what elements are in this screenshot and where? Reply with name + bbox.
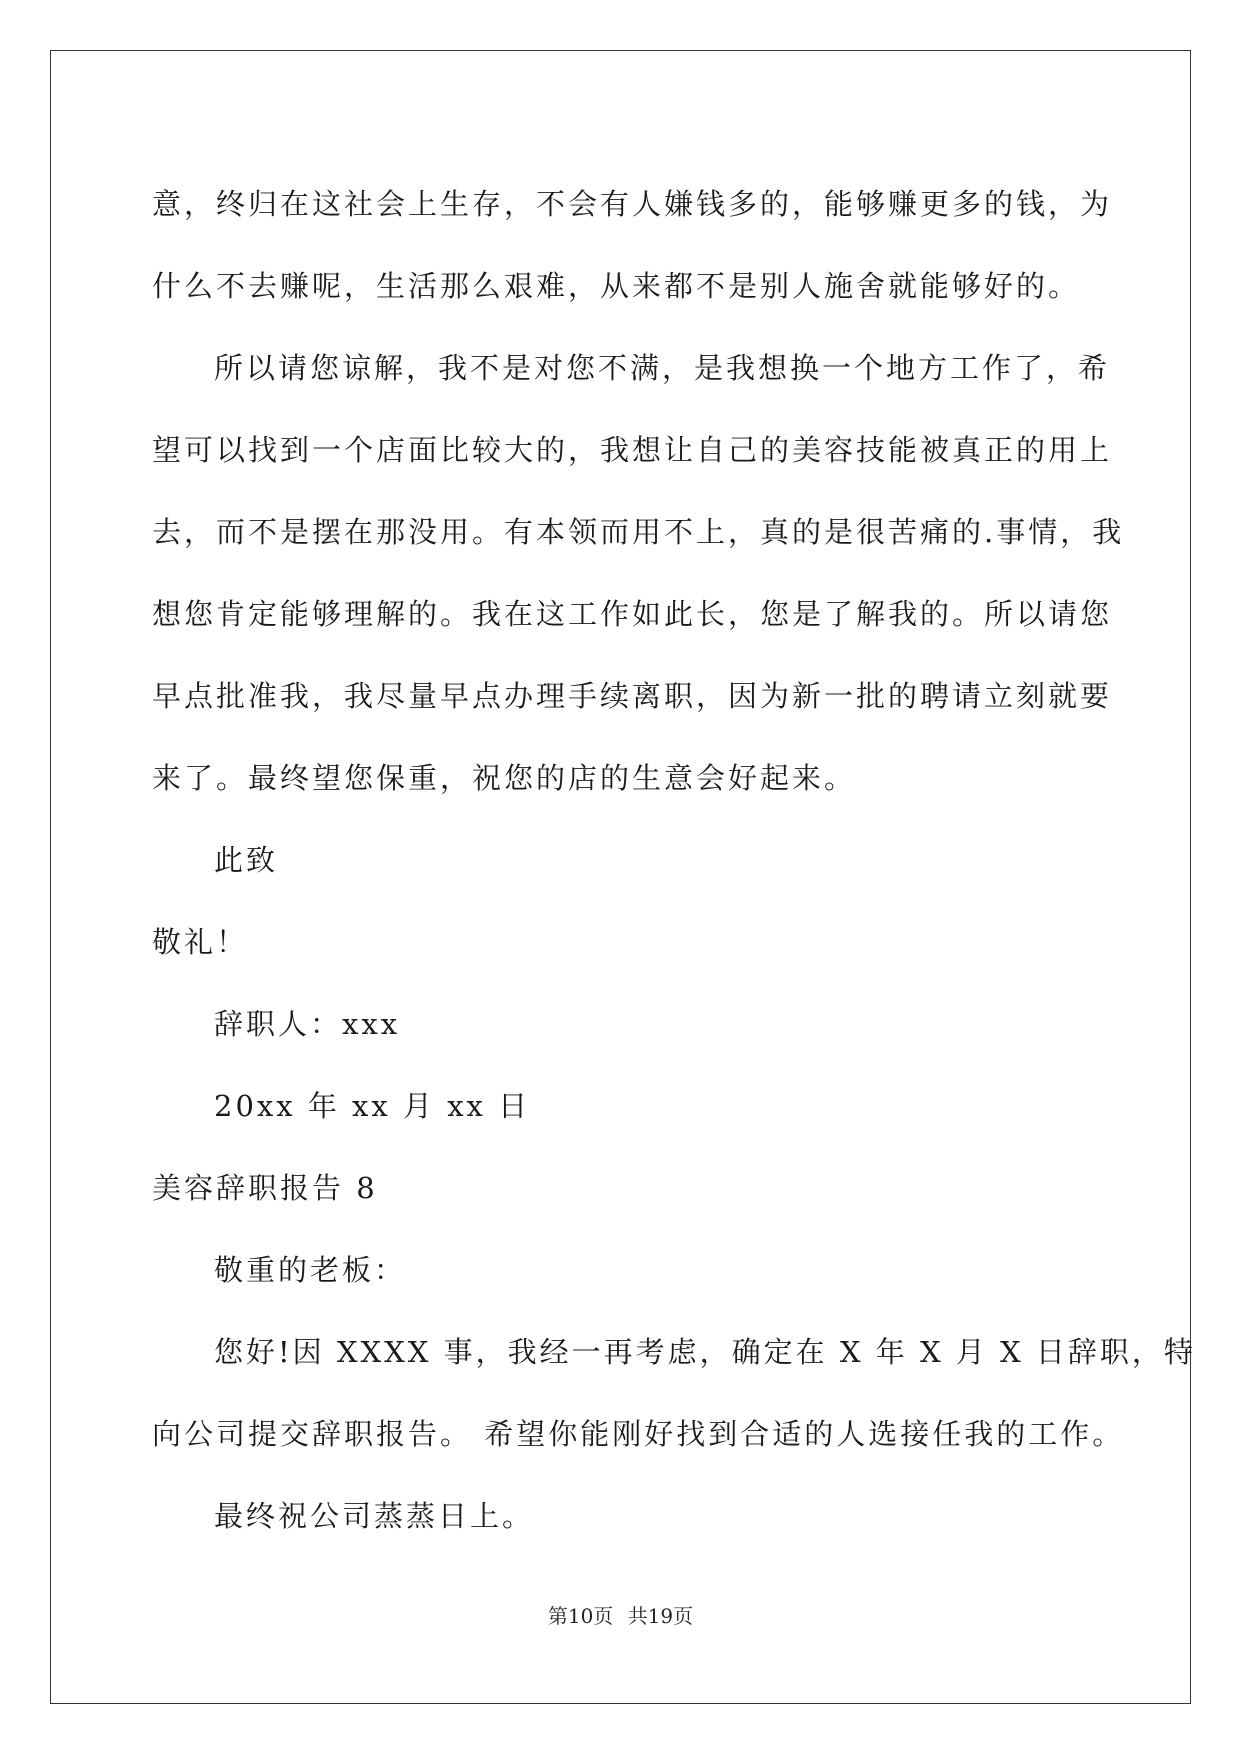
body-line: 意，终归在这社会上生存，不会有人嫌钱多的，能够赚更多的钱，为 (152, 187, 1113, 221)
body-line: 去，而不是摆在那没用。有本领而用不上，真的是很苦痛的.事情，我 (152, 515, 1125, 549)
page-number: 第10页 (547, 1604, 614, 1628)
total-pages: 共19页 (627, 1604, 694, 1628)
body-line: 望可以找到一个店面比较大的，我想让自己的美容技能被真正的用上 (152, 433, 1113, 467)
page-footer (0, 1600, 1241, 1629)
greeting: 敬重的老板： (214, 1253, 407, 1287)
salutation-closing: 敬礼！ (152, 925, 249, 959)
paragraph-start: 您好!因 XXXX 事，我经一再考虑，确定在 X 年 X 月 X 日辞职，特 (214, 1335, 1196, 1369)
paragraph-start: 所以请您谅解，我不是对您不满，是我想换一个地方工作了，希 (214, 351, 1111, 385)
body-line: 早点批准我，我尽量早点办理手续离职，因为新一批的聘请立刻就要 (152, 679, 1113, 713)
closing-phrase: 此致 (214, 843, 279, 877)
paragraph-start: 最终祝公司蒸蒸日上。 (214, 1499, 535, 1533)
signature-date: 20xx 年 xx 月 xx 日 (214, 1089, 531, 1123)
body-line: 什么不去赚呢，生活那么艰难，从来都不是别人施舍就能够好的。 (152, 269, 1081, 303)
body-line: 向公司提交辞职报告。 希望你能刚好找到合适的人选接任我的工作。 (152, 1417, 1125, 1451)
document-body (152, 163, 1196, 1557)
section-title: 美容辞职报告 8 (152, 1171, 378, 1205)
body-line: 想您肯定能够理解的。我在这工作如此长，您是了解我的。所以请您 (152, 597, 1113, 631)
body-line: 来了。最终望您保重，祝您的店的生意会好起来。 (152, 761, 857, 795)
signature-name: 辞职人：xxx (214, 1007, 401, 1041)
